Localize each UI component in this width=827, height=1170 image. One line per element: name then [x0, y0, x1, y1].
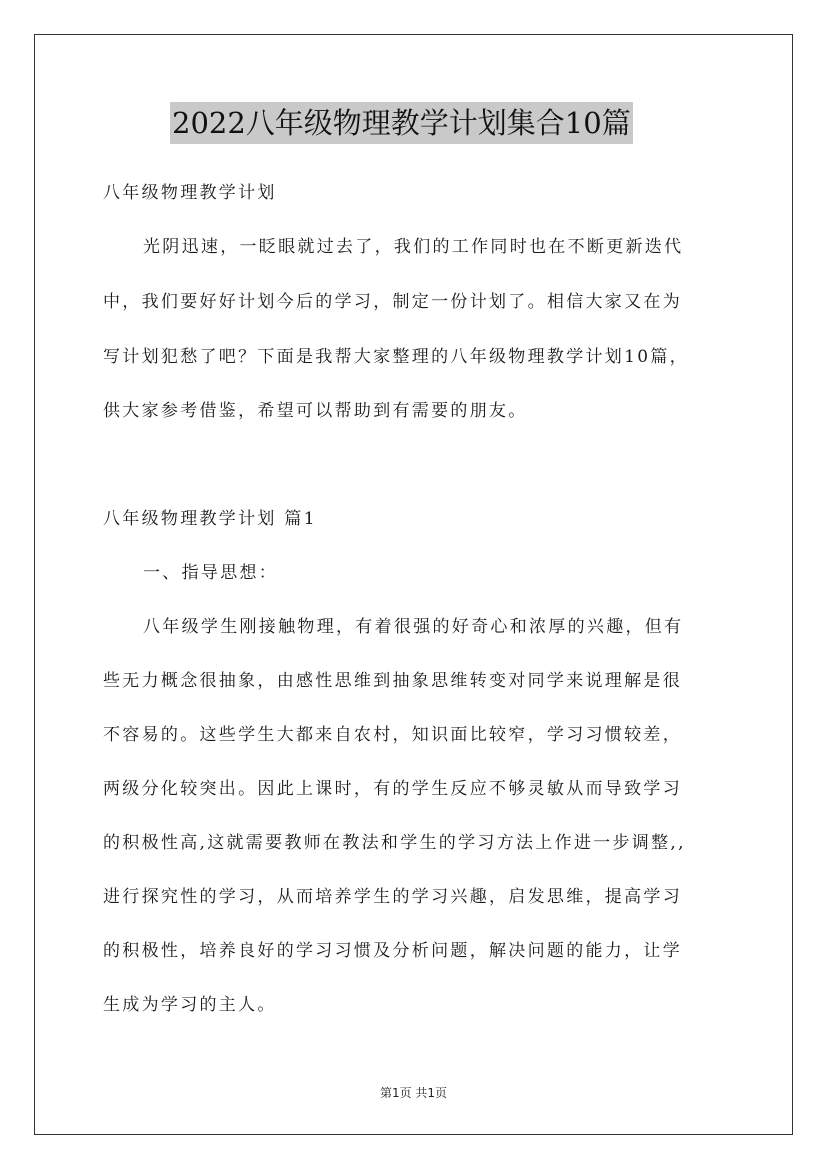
section-heading: 八年级物理教学计划 篇1	[103, 509, 317, 529]
body-line-1: 八年级学生刚接触物理，有着很强的好奇心和浓厚的兴趣，但有	[143, 617, 684, 637]
body-line-6: 进行探究性的学习，从而培养学生的学习兴趣，启发思维，提高学习	[103, 887, 682, 907]
body-line-5: 的积极性高,这就需要教师在教法和学生的学习方法上作进一步调整,,	[103, 833, 686, 853]
intro-line-1: 光阴迅速，一眨眼就过去了，我们的工作同时也在不断更新迭代	[143, 237, 684, 257]
subheading: 一、指导思想：	[143, 563, 279, 583]
body-line-4: 两级分化较突出。因此上课时，有的学生反应不够灵敏从而导致学习	[103, 779, 682, 799]
intro-line-4: 供大家参考借鉴，希望可以帮助到有需要的朋友。	[103, 401, 528, 421]
intro-line-3: 写计划犯愁了吧？下面是我帮大家整理的八年级物理教学计划10篇，	[103, 347, 689, 367]
page-footer: 第1页 共1页	[379, 1086, 448, 1100]
body-line-2: 些无力概念很抽象，由感性思维到抽象思维转变对同学来说理解是很	[103, 671, 682, 691]
body-line-8: 生成为学习的主人。	[103, 995, 277, 1015]
body-line-3: 不容易的。这些学生大都来自农村，知识面比较窄，学习习惯较差，	[103, 725, 682, 745]
intro-line-2: 中，我们要好好计划今后的学习，制定一份计划了。相信大家又在为	[103, 292, 682, 312]
body-line-7: 的积极性，培养良好的学习习惯及分析问题，解决问题的能力，让学	[103, 941, 682, 961]
document-title: 2022八年级物理教学计划集合10篇	[170, 102, 633, 144]
intro-heading: 八年级物理教学计划	[103, 183, 277, 203]
